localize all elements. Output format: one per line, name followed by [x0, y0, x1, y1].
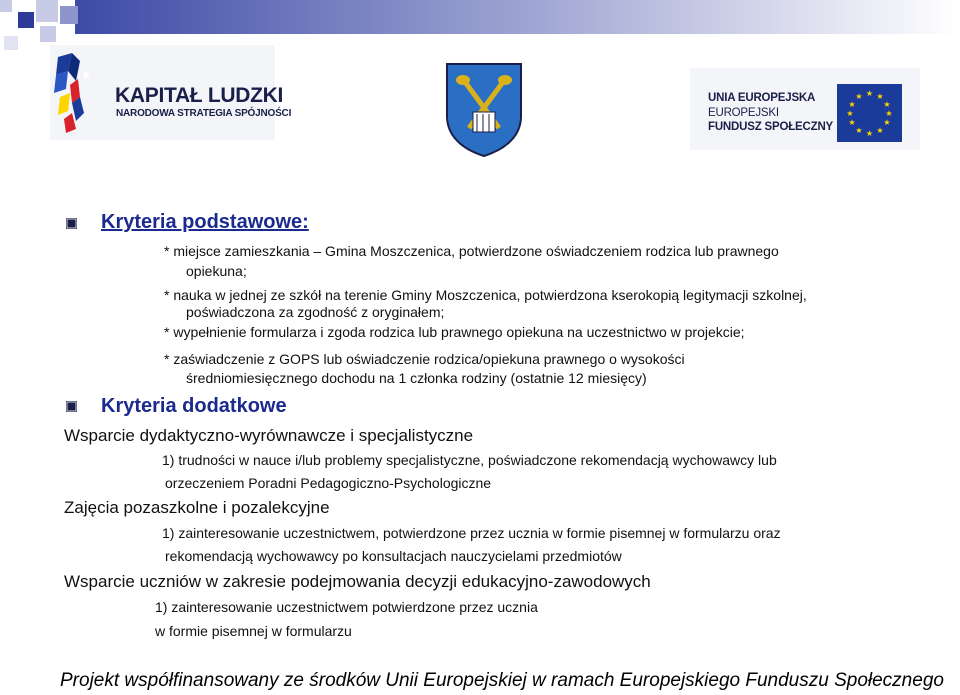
heading-additional-criteria: Kryteria dodatkowe — [101, 395, 287, 417]
group-heading: Wsparcie dydaktyczno-wyrównawcze i specjalistyczne — [64, 426, 474, 445]
eu-logo-line1: UNIA EUROPEJSKA — [708, 92, 816, 104]
svg-text:★: ★ — [855, 92, 863, 101]
svg-text:★: ★ — [883, 100, 891, 109]
eu-flag-icon — [837, 84, 902, 142]
svg-text:★: ★ — [883, 118, 891, 127]
svg-text:★: ★ — [848, 118, 856, 127]
group-line: orzeczeniem Poradni Pedagogiczno-Psychologiczne — [165, 475, 492, 491]
svg-text:★: ★ — [846, 109, 854, 118]
eu-logo-line3: FUNDUSZ SPOŁECZNY — [708, 121, 834, 133]
svg-text:★: ★ — [876, 126, 884, 135]
basic-item-line: poświadczona za zgodność z oryginałem; — [186, 304, 445, 320]
group-line: rekomendacją wychowawcy po konsultacjach nauczycielami przedmiotów — [165, 548, 622, 564]
group-heading: Wsparcie uczniów w zakresie podejmowania decyzji edukacyjno-zawodowych — [64, 572, 651, 591]
svg-text:★: ★ — [865, 89, 874, 98]
group-line: w formie pisemnej w formularzu — [155, 623, 352, 639]
basic-item-line: opiekuna; — [186, 263, 247, 279]
basic-item-line: * wypełnienie formularza i zgoda rodzica lub prawnego opiekuna na uczestnictwo w projekcie; — [164, 324, 745, 340]
eu-logo-line2: EUROPEJSKI — [708, 107, 779, 119]
group-line: 1) zainteresowanie uczestnictwem, potwierdzone przez ucznia w formie pisemnej w formularzu oraz — [162, 525, 781, 541]
svg-text:★: ★ — [876, 92, 884, 101]
basic-item-line: średniomiesięcznego dochodu na 1 członka rodziny (ostatnie 12 miesięcy) — [186, 370, 647, 386]
coat-of-arms-icon — [443, 60, 525, 158]
bullet-square-icon — [66, 401, 77, 412]
group-line: 1) zainteresowanie uczestnictwem potwierdzone przez ucznia — [155, 599, 538, 615]
group-heading: Zajęcia pozaszkolne i pozalekcyjne — [64, 498, 330, 517]
heading-basic-criteria: Kryteria podstawowe: — [101, 211, 309, 233]
group-line: 1) trudności w nauce i/lub problemy specjalistyczne, poświadczone rekomendacją wychowawcy lub — [162, 452, 777, 468]
svg-text:★: ★ — [848, 100, 856, 109]
kapital-ludzki-title: KAPITAŁ LUDZKI — [115, 84, 284, 107]
svg-text:★: ★ — [885, 109, 893, 118]
basic-item-line: * miejsce zamieszkania – Gmina Moszczenica, potwierdzone oświadczeniem rodzica lub prawnego — [164, 243, 779, 259]
footer-cofinancing-note: Projekt współfinansowany ze środków Unii Europejskiej w ramach Europejskiego Funduszu Społecznego — [60, 670, 944, 691]
bullet-square-icon — [66, 218, 77, 229]
basic-item-line: * zaświadczenie z GOPS lub oświadczenie rodzica/opiekuna prawnego o wysokości — [164, 351, 685, 367]
basic-item-line: * nauka w jednej ze szkół na terenie Gminy Moszczenica, potwierdzona kserokopią legitymacji szkolnej, — [164, 287, 807, 303]
svg-text:★: ★ — [865, 129, 874, 138]
svg-text:★: ★ — [855, 126, 863, 135]
kapital-ludzki-subtitle: NARODOWA STRATEGIA SPÓJNOŚCI — [116, 108, 292, 119]
